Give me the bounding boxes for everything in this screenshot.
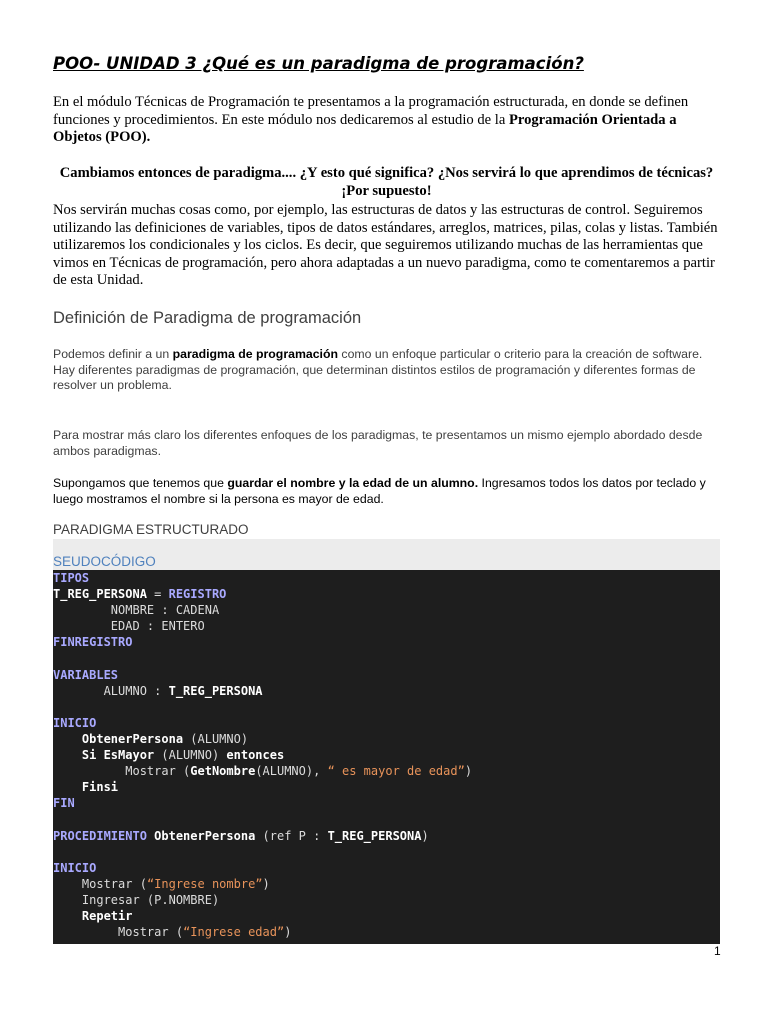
kw-variables: VARIABLES [53, 667, 119, 682]
proc-args-pre: (ref P : [255, 828, 328, 843]
intro-bold: Programación Orientada a Objetos (POO). [53, 111, 677, 145]
definition-bold: paradigma de programación [172, 347, 338, 361]
kw-repetir: Repetir [81, 908, 133, 923]
kw-inicio-2: INICIO [53, 860, 97, 875]
pseudocode-label: SEUDOCÓDIGO [53, 554, 156, 569]
kw-si: Si EsMayor [81, 748, 155, 763]
mostrar2-pre: Mostrar ( [81, 876, 147, 891]
close-paren: ) [464, 764, 473, 779]
definition-post: como un enfoque particular o criterio para la creación de software. [338, 347, 703, 361]
code-listing [53, 570, 720, 940]
definition-line2: Hay diferentes paradigmas de programación, que determinan distintos estilos de programación y diferentes formas de resolver un problema. [53, 362, 696, 392]
intro-text: En el módulo Técnicas de Programación te presentamos a la programación estructurada, en donde se definen funciones y procedimientos. En este módulo nos dedicaremos al estudio de la [53, 94, 689, 128]
close-paren-2: ) [262, 876, 270, 891]
definition-paragraph [53, 347, 720, 394]
ingresar-line: Ingresar (P.NOMBRE) [81, 892, 220, 907]
type-name: T_REG_PERSONA [53, 587, 147, 602]
var-alumno-type: T_REG_PERSONA [168, 683, 263, 698]
section-heading: Definición de Paradigma de programación [53, 309, 362, 327]
code-eq: = [146, 587, 169, 602]
suppose-post: Ingresamos todos los datos por teclado y luego mostramos el nombre si la persona es mayor de edad. [53, 476, 706, 506]
kw-entonces: entonces [226, 748, 285, 763]
kw-inicio: INICIO [53, 715, 97, 730]
suppose-bold: guardar el nombre y la edad de un alumno. [227, 476, 479, 490]
field-nombre: NOMBRE : CADENA [53, 603, 220, 618]
intro-paragraph [53, 94, 720, 147]
suppose-paragraph [53, 476, 720, 507]
paradigm-label: PARADIGMA ESTRUCTURADO [53, 522, 249, 537]
kw-tipos: TIPOS [53, 571, 90, 585]
str-mayor: “ es mayor de edad” [327, 764, 465, 779]
si-arg: (ALUMNO) [154, 748, 227, 763]
kw-finsi: Finsi [81, 780, 119, 795]
kw-finregistro: FINREGISTRO [53, 635, 133, 650]
reuse-paragraph: Nos servirán muchas cosas como, por ejemplo, las estructuras de datos y las estructuras de control. Seguiremos utilizando las definiciones de variables, tipos de datos estándares, arreglos, matrices, pilas, colas y listas. También utilizaremos los condicionales y los ciclos. Es decir, que seguiremos utilizando muchas de las herramientas que vimos en Técnicas de programación, pero ahora adaptadas a un nuevo paradigma, como te comentaremos a partir de esta Unidad. [53, 202, 718, 288]
suppose-pre: Supongamos que tenemos que [53, 476, 228, 490]
code-block [53, 570, 720, 944]
kw-fin: FIN [53, 796, 75, 811]
pseudocode-header [53, 539, 720, 570]
document-title: POO- UNIDAD 3 ¿Qué es un paradigma de programación? [53, 54, 584, 73]
proc-args-type: T_REG_PERSONA [327, 828, 422, 843]
str-nombre: “Ingrese nombre” [146, 876, 263, 891]
close-paren-3: ) [284, 925, 292, 940]
mostrar3-pre: Mostrar ( [118, 925, 184, 940]
mostrar-pre: Mostrar ( [125, 764, 191, 779]
page-number: 1 [714, 944, 721, 958]
definition-pre: Podemos definir a un [53, 347, 173, 361]
var-alumno: ALUMNO : [53, 683, 169, 698]
field-edad: EDAD : ENTERO [53, 619, 205, 634]
str-edad: “Ingrese edad” [183, 925, 285, 940]
call-getnombre: GetNombre [190, 764, 256, 779]
question-paragraph: Cambiamos entonces de paradigma.... ¿Y esto qué significa? ¿Nos servirá lo que aprendimos de técnicas? ¡Por supuesto! [59, 165, 714, 199]
kw-registro: REGISTRO [168, 587, 227, 602]
proc-name: ObtenerPersona [154, 828, 256, 843]
proc-close: ) [421, 828, 429, 843]
example-paragraph: Para mostrar más claro los diferentes enfoques de los paradigmas, te presentamos un mismo ejemplo abordado desde ambos paradigmas. [53, 428, 703, 458]
call-obtener-arg: (ALUMNO) [183, 731, 249, 746]
getnombre-arg: (ALUMNO), [255, 764, 328, 779]
call-obtener: ObtenerPersona [81, 731, 184, 746]
kw-procedimiento: PROCEDIMIENTO [53, 828, 147, 843]
